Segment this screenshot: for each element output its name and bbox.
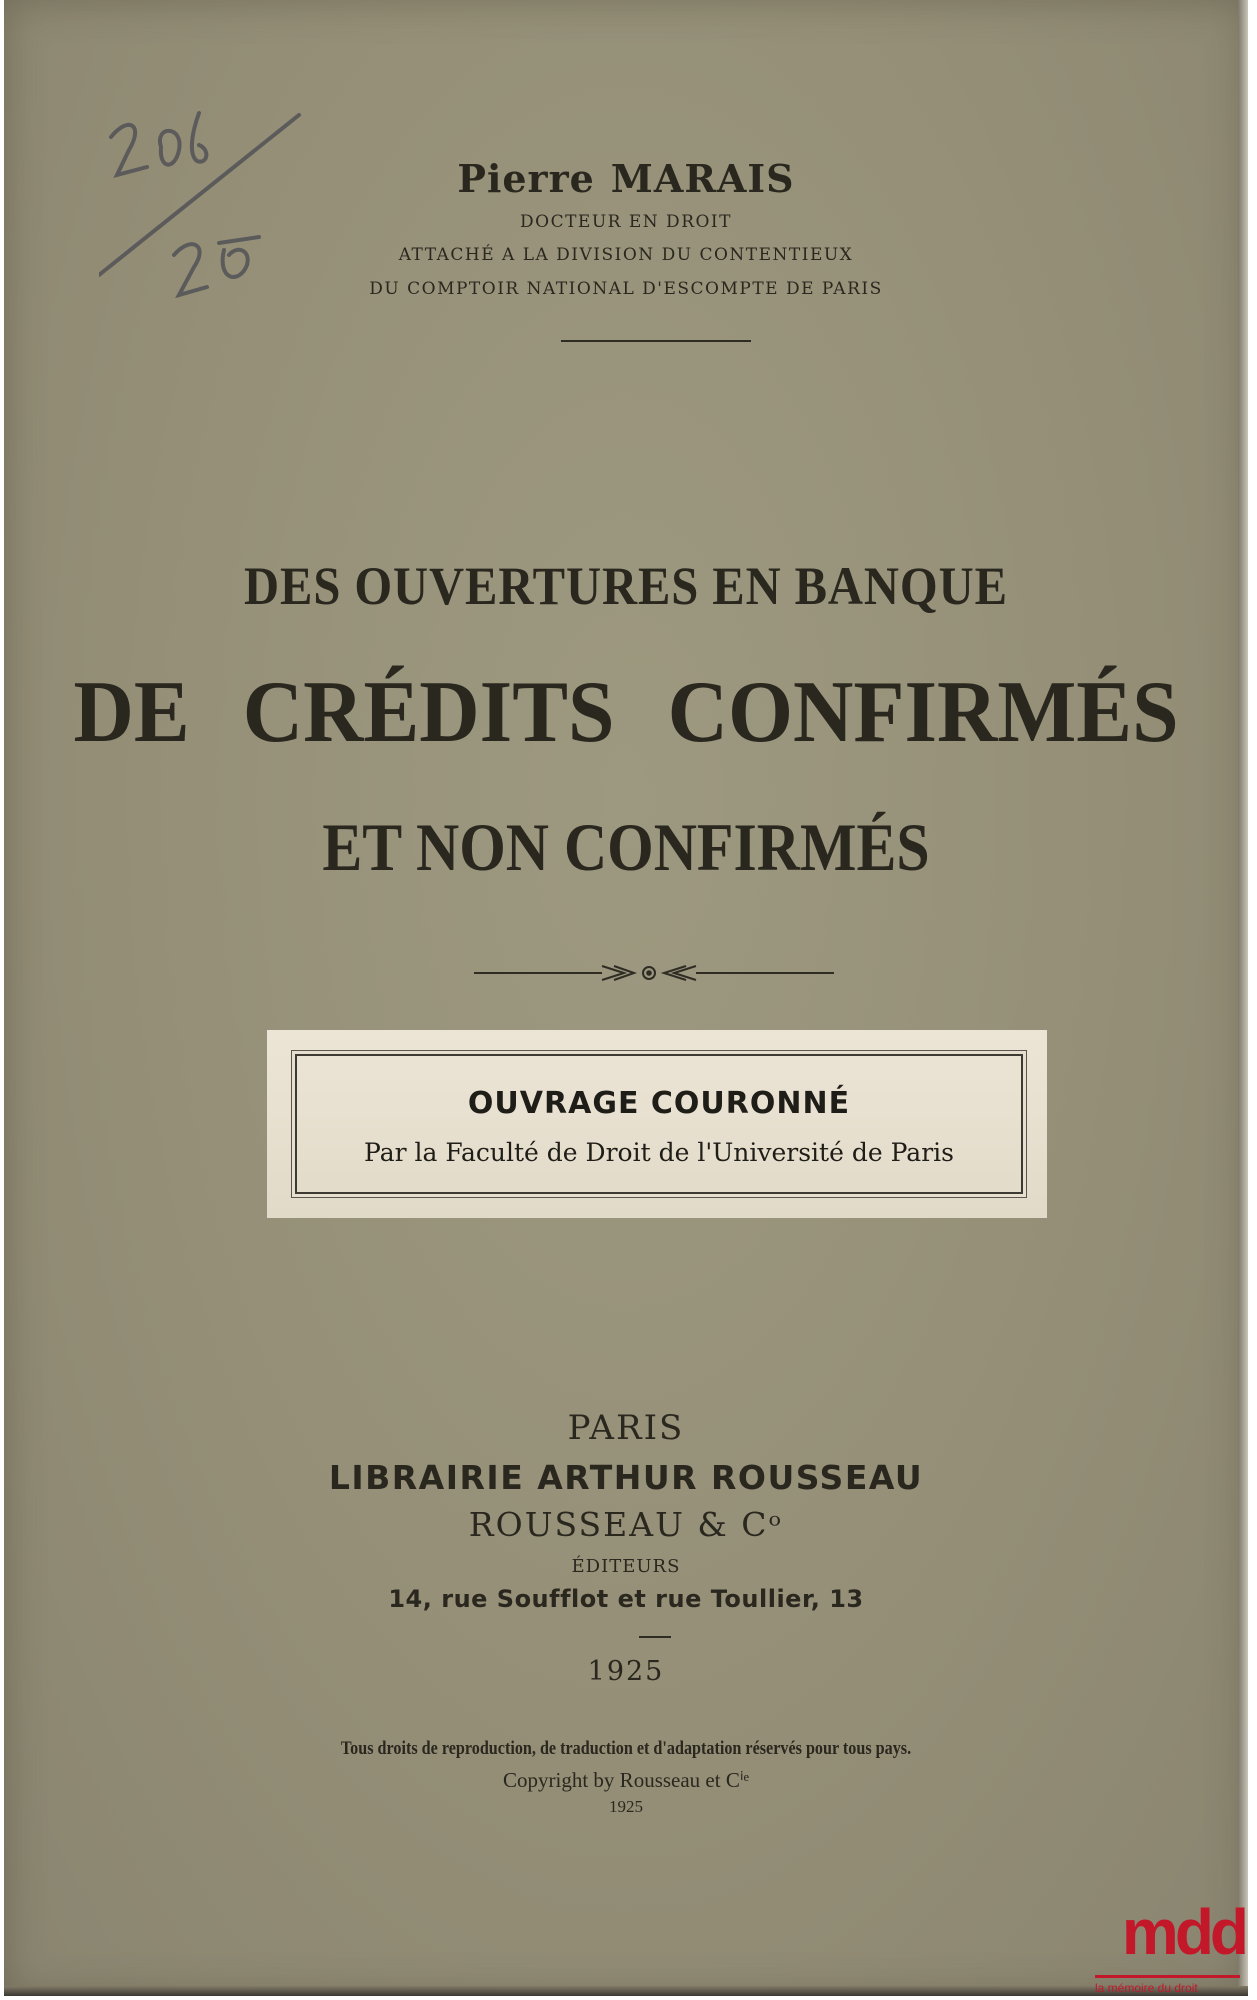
copyright-year: 1925: [609, 1797, 643, 1816]
logo-underline: [1095, 1975, 1240, 1978]
ornament-divider: [474, 960, 834, 986]
title-line-2: [35, 662, 1217, 763]
logo-mark: mdd: [1121, 1896, 1245, 1968]
title-line-3: ET NON CONFIRMÉS: [322, 809, 930, 885]
award-label-frame: [295, 1054, 1023, 1194]
rights-notice: Tous droits de reproduction, de traduction et d'adaptation réservés pour tous pays.: [340, 1738, 912, 1759]
title-line-1: DES OUVERTURES EN BANQUE: [244, 556, 1008, 616]
award-label: [267, 1030, 1047, 1218]
author-credential-2: ATTACHÉ A LA DIVISION DU CONTENTIEUX: [398, 245, 854, 265]
publisher-role: ÉDITEURS: [571, 1556, 681, 1577]
award-title: OUVRAGE COURONNÉ: [467, 1086, 851, 1121]
small-divider: [639, 1636, 671, 1638]
publisher-address: 14, rue Soufflot et rue Toullier, 13: [388, 1585, 864, 1613]
title-word: DE: [73, 664, 190, 761]
publisher-company: ROUSSEAU & Cᵒ: [468, 1505, 784, 1544]
title-word: CONFIRMÉS: [667, 664, 1179, 761]
book-cover: [4, 0, 1248, 1996]
award-subtitle: Par la Faculté de Droit de l'Université de Paris: [364, 1138, 954, 1167]
copyright-notice: Copyright by Rousseau et Cⁱᵉ: [503, 1768, 749, 1792]
author-credential-3: DU COMPTOIR NATIONAL D'ESCOMPTE DE PARIS: [369, 279, 883, 299]
author-last-name: MARAIS: [610, 156, 795, 201]
publisher-city: PARIS: [567, 1408, 685, 1448]
author-name: [4, 156, 1248, 201]
logo-tagline: la mémoire du droit: [1095, 1981, 1198, 1995]
page-edge-right: [1238, 0, 1248, 1996]
author-first-name: Pierre: [457, 156, 595, 201]
author-credential-1: DOCTEUR EN DROIT: [520, 212, 732, 232]
page-edge-bottom: [4, 1986, 1248, 1996]
title-word: CRÉDITS: [242, 664, 615, 761]
mdd-watermark-logo: [1085, 1895, 1245, 1995]
publisher-name: LIBRAIRIE ARTHUR ROUSSEAU: [328, 1458, 924, 1497]
publication-year: 1925: [587, 1656, 665, 1687]
divider-rule: [561, 340, 751, 342]
